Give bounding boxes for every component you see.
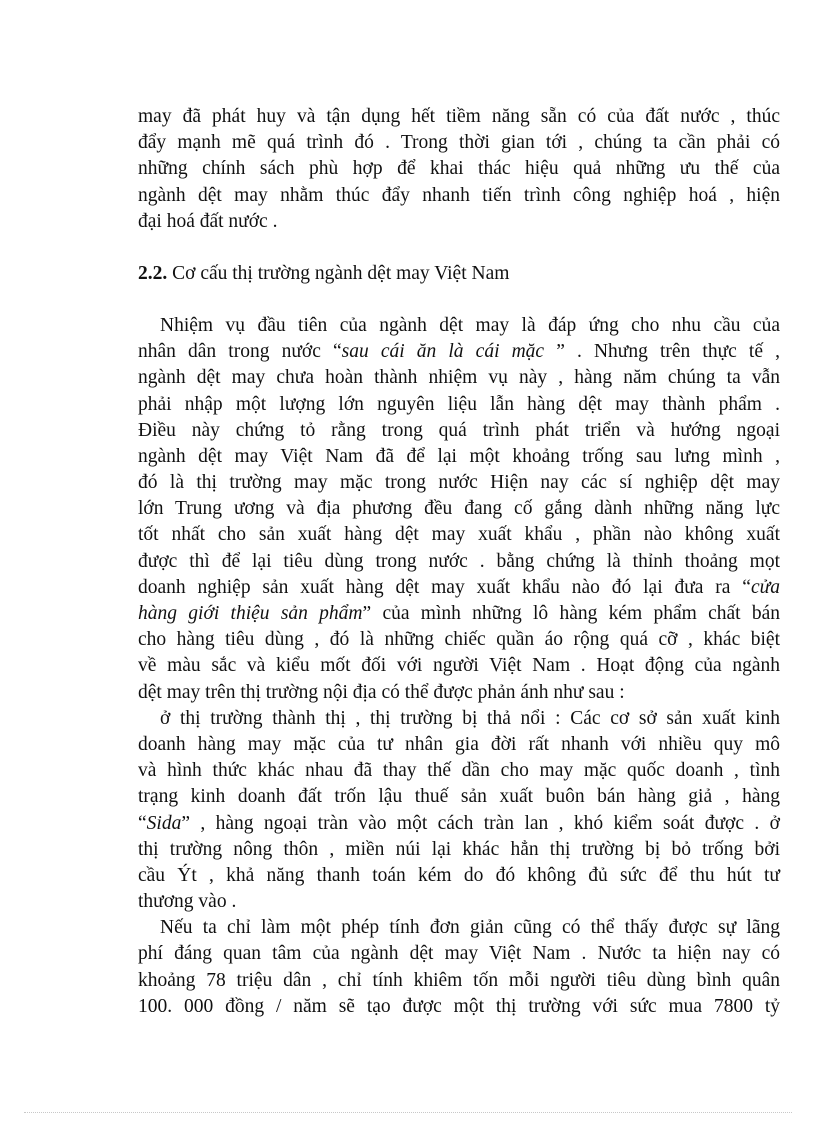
text-line: đó là thị trường may mặc trong nước Hiện nay các sí nghiệp dệt may <box>138 472 780 494</box>
paragraph-market-overview <box>138 313 780 706</box>
text-line: cho hàng tiêu dùng , đó là những chiếc quần áo rộng quá cỡ , khác biệt <box>138 629 780 651</box>
document-page <box>138 104 780 1020</box>
text-line <box>138 339 780 365</box>
text-line: đẩy mạnh mẽ quá trình đó . Trong thời gian tới , chúng ta cần phải có <box>138 132 780 154</box>
quoted-phrase: Sida <box>146 812 182 834</box>
text-line: ngành dệt may nhằm thúc đẩy nhanh tiến trình công nghiệp hoá , hiện <box>138 184 780 206</box>
text-line: doanh hàng may mặc của tư nhân gia đời rất nhanh với nhiều quy mô <box>138 733 780 755</box>
text-span: doanh nghiệp sản xuất hàng dệt may xuất khẩu nào đó lại đưa ra “ <box>138 576 751 598</box>
quoted-phrase: cửa <box>750 576 780 598</box>
paragraph-calculation <box>138 915 780 1020</box>
text-span: ” , hàng ngoại tràn vào một cách tràn lan , khó kiểm soát được . ở <box>181 812 780 834</box>
spacer <box>138 235 780 261</box>
text-span: ” của mình những lô hàng kém phẩm chất bán <box>362 603 780 624</box>
quoted-phrase: sau cái ăn là cái mặc <box>341 341 545 363</box>
text-line: cầu Ýt , khả năng thanh toán kém do đó không đủ sức để thu hút tư <box>138 864 780 886</box>
quoted-phrase: hàng giới thiệu sản phẩm <box>138 603 363 624</box>
page-bottom-border <box>24 1112 792 1113</box>
text-line: ở thị trường thành thị , thị trường bị thả nổi : Các cơ sở sản xuất kinh <box>160 707 780 729</box>
text-line <box>138 575 780 601</box>
paragraph-intro <box>138 104 780 235</box>
text-span: nhân dân trong nước “ <box>138 341 342 363</box>
text-line: và hình thức khác nhau đã thay thế dần cho may mặc quốc doanh , tình <box>138 760 780 782</box>
text-line: dệt may trên thị trường nội địa có thể được phản ánh như sau : <box>138 681 625 703</box>
text-span: “ <box>138 812 147 834</box>
text-line: thương vào . <box>138 891 237 913</box>
text-line: ngành dệt may Việt Nam đã để lại một khoảng trống sau lưng mình , <box>138 445 780 467</box>
text-line: đại hoá đất nước . <box>138 210 278 232</box>
paragraph-urban-rural <box>138 706 780 916</box>
text-line: được thì để lại tiêu dùng trong nước . bằng chứng là thỉnh thoảng mọt <box>138 550 780 572</box>
text-line: trạng kinh doanh đất trốn lậu thuế sản xuất buôn bán hàng giả , hàng <box>138 786 780 808</box>
section-number: 2.2. <box>138 262 168 284</box>
text-line: thị trường nông thôn , miền núi lại khác hẳn thị trường bị bỏ trống bởi <box>138 838 780 860</box>
text-line: lớn Trung ương và địa phương đều đang cố gắng dành những năng lực <box>138 498 780 520</box>
text-line: Nhiệm vụ đầu tiên của ngành dệt may là đáp ứng cho nhu cầu của <box>160 314 780 336</box>
text-line: những chính sách phù hợp để khai thác hiệu quả những ưu thế của <box>138 158 780 180</box>
text-line: khoảng 78 triệu dân , chỉ tính khiêm tốn mỗi người tiêu dùng bình quân <box>138 969 780 991</box>
text-line: may đã phát huy và tận dụng hết tiềm năng sẵn có của đất nước , thúc <box>138 106 780 127</box>
text-line: về màu sắc và kiểu mốt đối với người Việt Nam . Hoạt động của ngành <box>138 655 780 677</box>
text-line: 100. 000 đồng / năm sẽ tạo được một thị trường với sức mua 7800 tỷ <box>138 995 780 1017</box>
text-line <box>138 811 780 837</box>
section-heading <box>138 261 780 287</box>
text-span: ” . Nhưng trên thực tế , <box>544 341 780 363</box>
text-line <box>138 601 780 627</box>
section-title: Cơ cấu thị trường ngành dệt may Việt Nam <box>167 262 510 284</box>
text-line: Nếu ta chỉ làm một phép tính đơn giản cũng có thể thấy được sự lãng <box>160 917 780 939</box>
text-line: Điều này chứng tỏ rằng trong quá trình phát triển và hướng ngoại <box>138 419 780 441</box>
text-line: ngành dệt may chưa hoàn thành nhiệm vụ này , hàng năm chúng ta vẫn <box>138 367 780 389</box>
text-line: phí đáng quan tâm của ngành dệt may Việt Nam . Nước ta hiện nay có <box>138 943 780 965</box>
text-line: tốt nhất cho sản xuất hàng dệt may xuất khẩu , phần nào không xuất <box>138 524 780 546</box>
spacer <box>138 287 780 313</box>
text-line: phải nhập một lượng lớn nguyên liệu lẫn hàng dệt may thành phẩm . <box>138 393 780 415</box>
